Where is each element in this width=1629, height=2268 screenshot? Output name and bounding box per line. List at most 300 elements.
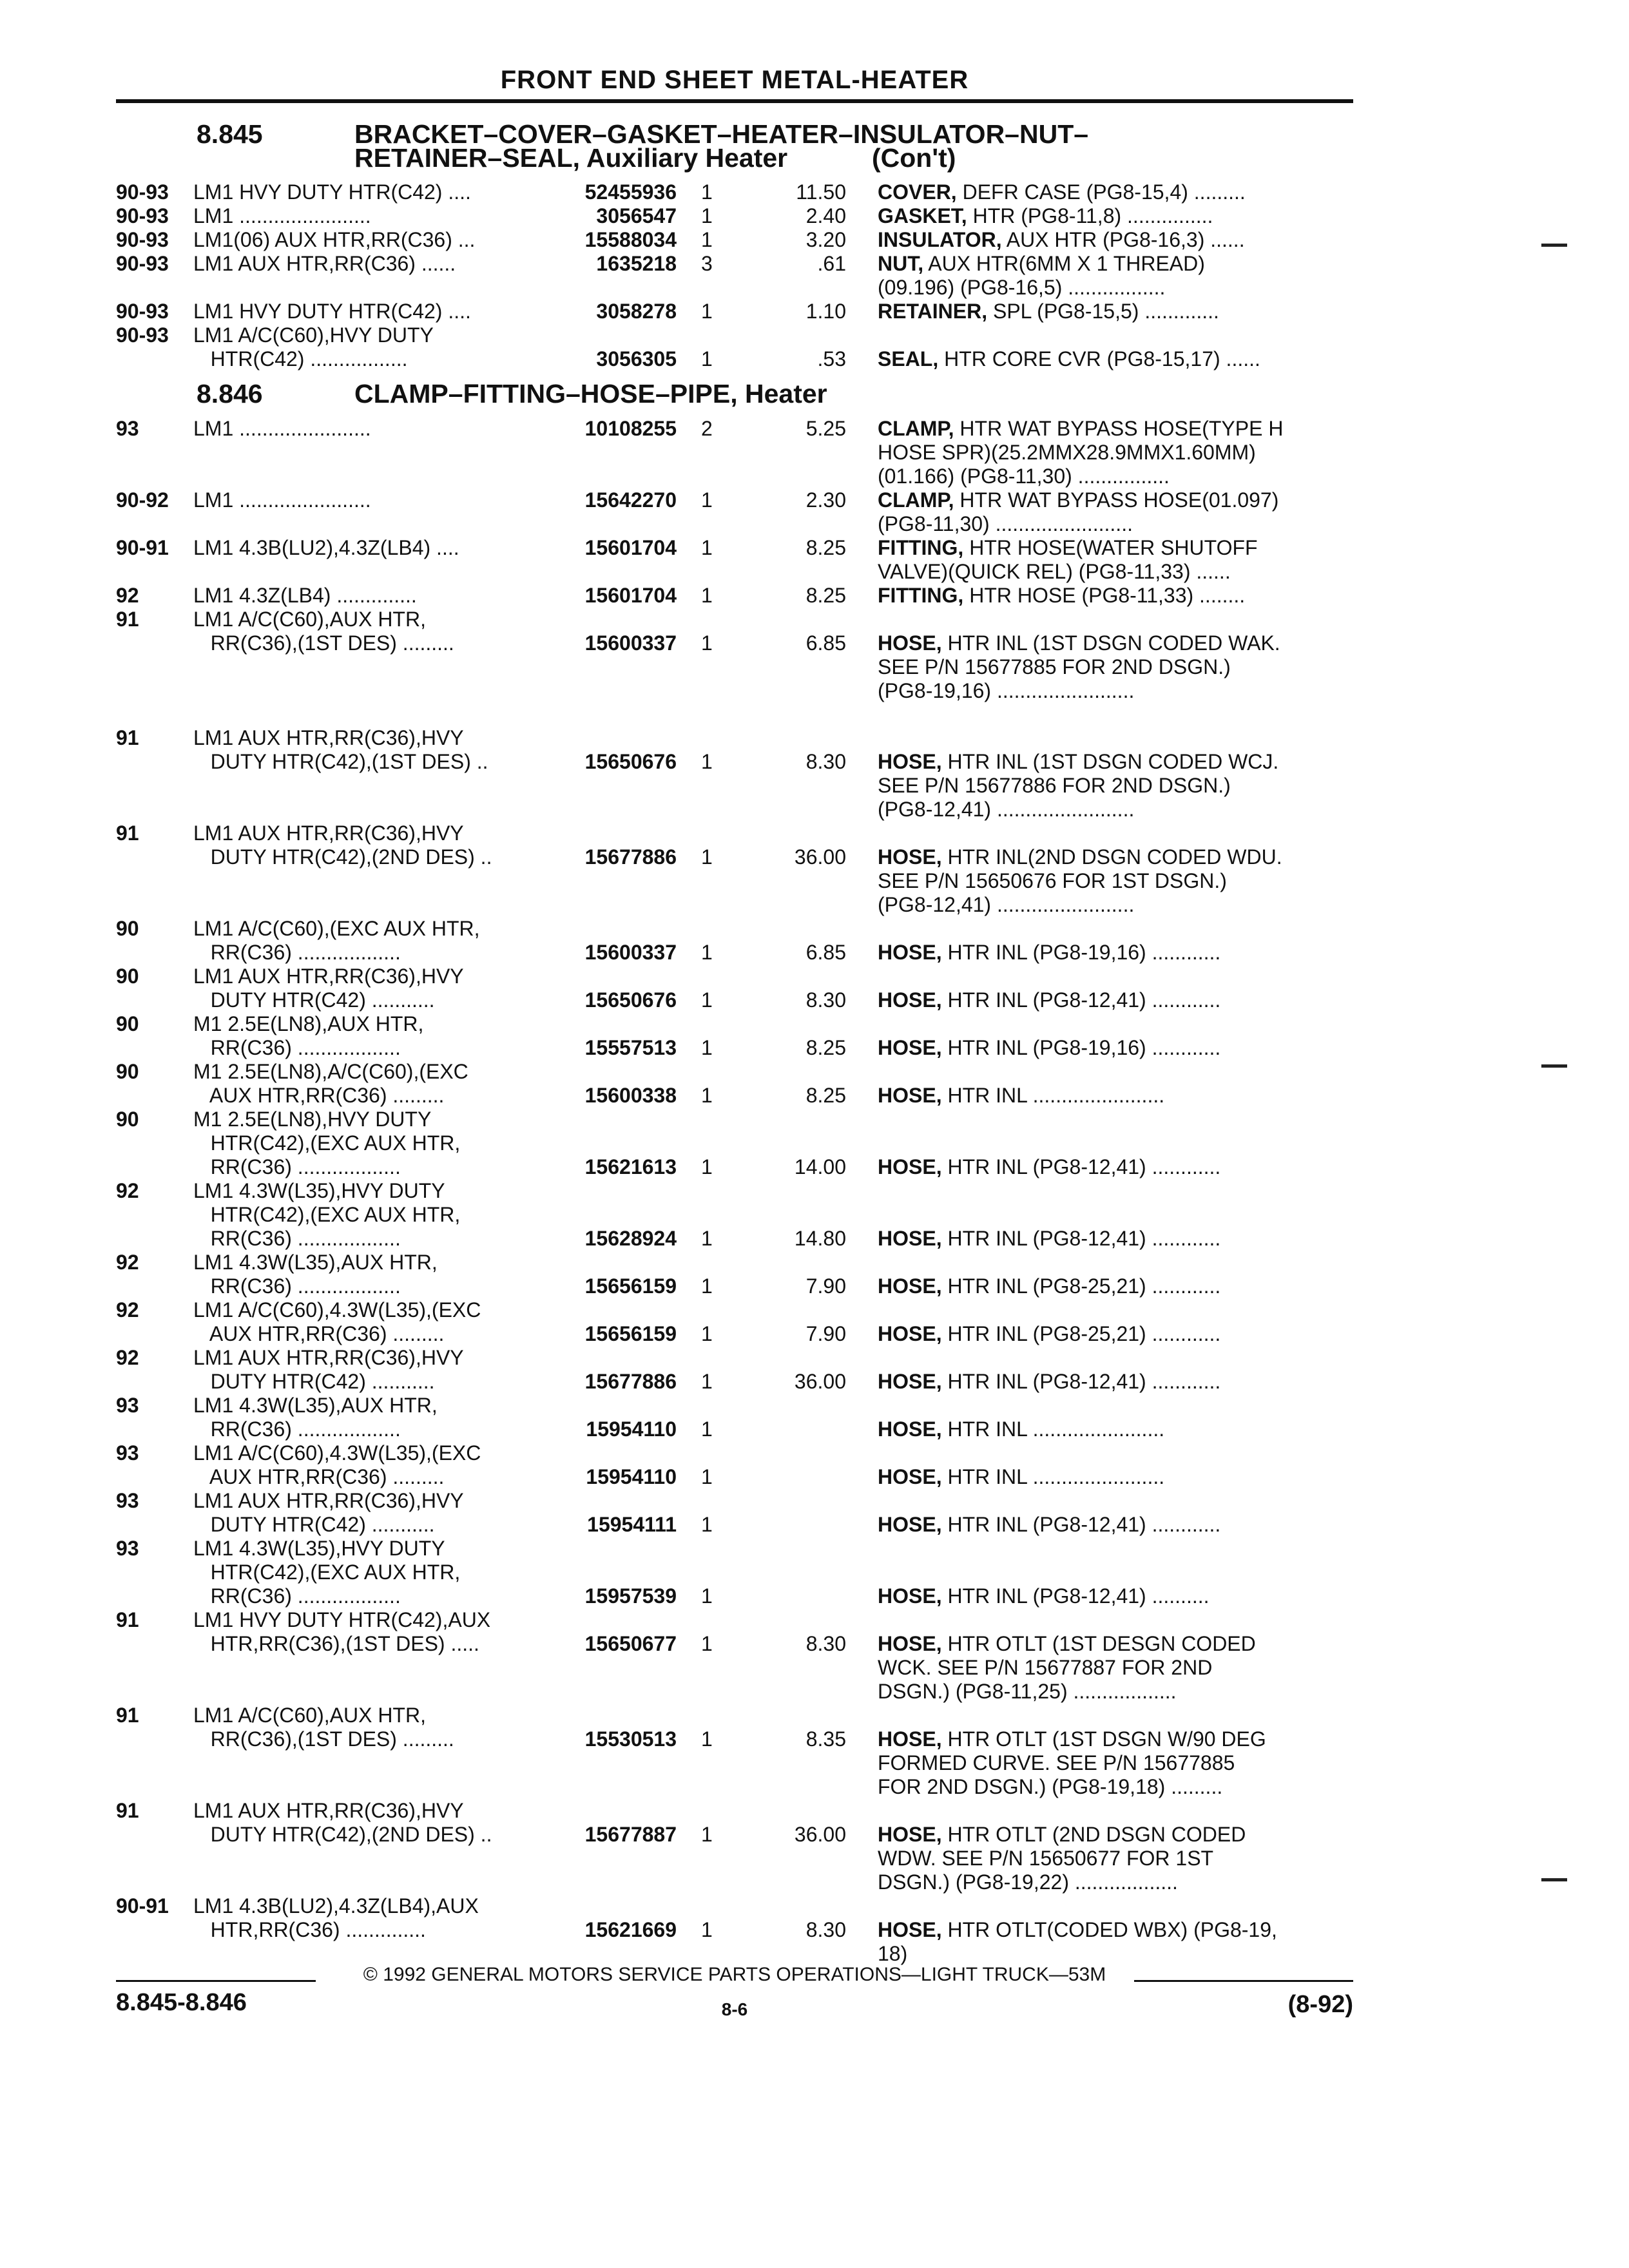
part-name-detail: HTR INL (PG8-19,16) ............: [941, 1036, 1221, 1059]
model-years: 91: [116, 1799, 139, 1822]
part-name-detail: DSGN.) (PG8-19,22) ..................: [878, 1870, 1178, 1894]
model-years: 92: [116, 1298, 139, 1321]
model-years: 92: [116, 1346, 139, 1369]
part-name-detail: FORMED CURVE. SEE P/N 15677885: [878, 1751, 1235, 1774]
part-name-detail: HTR INL (PG8-12,41) ............: [941, 1513, 1221, 1536]
part-name-detail: AUX HTR(6MM X 1 THREAD): [923, 252, 1205, 275]
part-number: 15600337: [584, 631, 677, 655]
model-years: 93: [116, 1489, 139, 1512]
usage-description: DUTY HTR(C42) ...........: [193, 988, 435, 1012]
model-years: 90-91: [116, 536, 169, 559]
usage-description: HTR,RR(C36) ..............: [193, 1918, 426, 1941]
part-name-detail: HTR HOSE (PG8-11,33) ........: [963, 584, 1246, 607]
part-name-detail: HTR INL (PG8-12,41) ............: [941, 1370, 1221, 1393]
model-years: 92: [116, 1179, 139, 1202]
part-name: [878, 488, 1278, 512]
part-name-detail: 18): [878, 1942, 908, 1965]
part-number: 52455936: [584, 180, 677, 204]
usage-description: LM1 .......................: [193, 488, 371, 512]
model-years: 93: [116, 417, 139, 440]
quantity: 1: [701, 1823, 713, 1846]
part-name: [878, 631, 1280, 655]
part-name-bold: HOSE,: [878, 1155, 942, 1178]
part-name-detail: SEE P/N 15677886 FOR 2ND DSGN.): [878, 774, 1231, 797]
model-years: 90-93: [116, 204, 169, 227]
part-name: [878, 347, 1260, 371]
part-name-detail: (PG8-12,41) ........................: [878, 893, 1135, 916]
usage-description: HTR(C42),(EXC AUX HTR,: [193, 1131, 461, 1155]
part-name-bold: HOSE,: [878, 1227, 942, 1250]
quantity: 1: [701, 1727, 713, 1751]
part-name-detail: HTR OTLT (1ST DESGN CODED: [941, 1632, 1256, 1655]
usage-description: LM1 A/C(C60),(EXC AUX HTR,: [193, 917, 480, 940]
part-name: [878, 845, 1282, 869]
quantity: 1: [701, 1322, 713, 1345]
usage-description: DUTY HTR(C42) ...........: [193, 1513, 435, 1536]
part-name: [878, 536, 1258, 560]
model-years: 90-93: [116, 228, 169, 251]
section-title-line1: CLAMP–FITTING–HOSE–PIPE, Heater: [354, 379, 827, 408]
model-years: 90-92: [116, 488, 169, 512]
part-name-bold: HOSE,: [878, 1632, 942, 1655]
price: 8.25: [805, 584, 846, 607]
quantity: 1: [701, 1370, 713, 1393]
part-name-bold: HOSE,: [878, 1036, 942, 1059]
usage-description: HTR,RR(C36),(1ST DES) .....: [193, 1632, 479, 1655]
part-name-detail: HTR INL(2ND DSGN CODED WDU.: [941, 845, 1282, 869]
usage-description: LM1 4.3Z(LB4) ..............: [193, 584, 417, 607]
part-name: [878, 1680, 1177, 1704]
usage-description: LM1 4.3W(L35),AUX HTR,: [193, 1251, 438, 1274]
page-footer: [116, 1962, 1353, 2052]
part-number: 15650677: [584, 1632, 677, 1655]
section-number: 8.845: [197, 119, 263, 149]
quantity: 1: [701, 536, 713, 559]
section-title-line1: BRACKET–COVER–GASKET–HEATER–INSULATOR–NUT–: [354, 119, 1089, 149]
quantity: 1: [701, 1918, 713, 1941]
usage-description: LM1 4.3B(LU2),4.3Z(LB4) ....: [193, 536, 459, 559]
part-name-detail: HOSE SPR)(25.2MMX28.9MMX1.60MM): [878, 441, 1256, 464]
model-years: 90: [116, 1012, 139, 1035]
usage-description: LM1 .......................: [193, 417, 371, 440]
part-name-detail: HTR INL (PG8-12,41) ..........: [941, 1584, 1210, 1608]
part-name: [878, 750, 1278, 774]
usage-description: DUTY HTR(C42),(2ND DES) ..: [193, 845, 492, 869]
part-name-detail: WDW. SEE P/N 15650677 FOR 1ST: [878, 1847, 1214, 1870]
price: 14.00: [794, 1155, 846, 1178]
part-number: 10108255: [584, 417, 677, 440]
part-name-detail: HTR CORE CVR (PG8-15,17) ......: [938, 347, 1260, 370]
part-name: [878, 1775, 1222, 1799]
part-number: 15954110: [586, 1465, 677, 1488]
part-number: 15650676: [584, 988, 677, 1012]
quantity: 1: [701, 631, 713, 655]
quantity: 1: [701, 845, 713, 869]
part-name-detail: (PG8-19,16) ........................: [878, 679, 1135, 702]
part-name-detail: HTR OTLT (1ST DSGN W/90 DEG: [941, 1727, 1266, 1751]
part-name-detail: HTR HOSE(WATER SHUTOFF: [963, 536, 1258, 559]
part-name-bold: HOSE,: [878, 1584, 942, 1608]
usage-description: AUX HTR,RR(C36) .........: [193, 1465, 445, 1488]
model-years: 91: [116, 726, 139, 749]
quantity: 1: [701, 1418, 713, 1441]
part-name-detail: HTR OTLT (2ND DSGN CODED: [941, 1823, 1246, 1846]
part-name: [878, 441, 1256, 465]
price: 8.35: [805, 1727, 846, 1751]
part-number: 15642270: [584, 488, 677, 512]
part-name-bold: HOSE,: [878, 631, 942, 655]
price: 5.25: [805, 417, 846, 440]
footer-copyright: © 1992 GENERAL MOTORS SERVICE PARTS OPERATIONS—LIGHT TRUCK—53M: [363, 1964, 1106, 1985]
margin-tick-mark: [1541, 244, 1567, 247]
part-name: [878, 1465, 1164, 1489]
part-number: 15677886: [584, 845, 677, 869]
part-number: 15957539: [584, 1584, 677, 1608]
part-name-detail: HTR OTLT(CODED WBX) (PG8-19,: [941, 1918, 1277, 1941]
model-years: 91: [116, 822, 139, 845]
model-years: 91: [116, 1704, 139, 1727]
part-name: [878, 1084, 1164, 1108]
price: 6.85: [805, 631, 846, 655]
part-name: [878, 798, 1134, 822]
price: 8.25: [805, 1036, 846, 1059]
part-name-detail: SEE P/N 15677885 FOR 2ND DSGN.): [878, 655, 1231, 678]
price: 8.25: [805, 536, 846, 559]
footer-date-code: (8-92): [1287, 1991, 1353, 2018]
quantity: 1: [701, 1513, 713, 1536]
part-name: [878, 1870, 1178, 1894]
model-years: 90-93: [116, 252, 169, 275]
part-name-detail: HTR INL .......................: [941, 1418, 1165, 1441]
usage-description: M1 2.5E(LN8),A/C(C60),(EXC: [193, 1060, 468, 1083]
part-name-detail: HTR (PG8-11,8) ...............: [967, 204, 1213, 227]
part-name: [878, 941, 1220, 965]
part-name-bold: HOSE,: [878, 988, 942, 1012]
usage-description: LM1 4.3W(L35),AUX HTR,: [193, 1394, 438, 1417]
usage-description: AUX HTR,RR(C36) .........: [193, 1322, 445, 1345]
usage-description: HTR(C42),(EXC AUX HTR,: [193, 1203, 461, 1226]
quantity: 1: [701, 204, 713, 227]
model-years: 90-93: [116, 180, 169, 204]
part-name: [878, 1656, 1212, 1680]
model-years: 92: [116, 584, 139, 607]
price: 14.80: [794, 1227, 846, 1250]
part-name: [878, 774, 1231, 798]
margin-tick-mark: [1541, 1064, 1567, 1068]
model-years: 90-93: [116, 323, 169, 347]
part-name-bold: FITTING,: [878, 584, 964, 607]
part-number: 15677887: [584, 1823, 677, 1846]
part-name: [878, 893, 1134, 917]
margin-tick-mark: [1541, 1878, 1567, 1881]
usage-description: LM1 4.3B(LU2),4.3Z(LB4),AUX: [193, 1894, 479, 1917]
part-name: [878, 1632, 1256, 1656]
price: 1.10: [805, 300, 846, 323]
part-name-bold: HOSE,: [878, 1823, 942, 1846]
quantity: 1: [701, 1584, 713, 1608]
usage-description: LM1 AUX HTR,RR(C36),HVY: [193, 822, 464, 845]
quantity: 1: [701, 941, 713, 964]
usage-description: LM1 AUX HTR,RR(C36) ......: [193, 252, 456, 275]
usage-description: LM1(06) AUX HTR,RR(C36) ...: [193, 228, 476, 251]
part-name-detail: (09.196) (PG8-16,5) .................: [878, 276, 1166, 299]
part-name-detail: HTR WAT BYPASS HOSE(01.097): [954, 488, 1279, 512]
part-number: 15677886: [584, 1370, 677, 1393]
price: 36.00: [794, 1823, 846, 1846]
part-number: 15656159: [584, 1274, 677, 1298]
part-number: 15530513: [584, 1727, 677, 1751]
part-name-detail: AUX HTR (PG8-16,3) ......: [1001, 228, 1245, 251]
part-name-detail: HTR INL (PG8-25,21) ............: [941, 1322, 1221, 1345]
part-name-detail: SEE P/N 15650676 FOR 1ST DSGN.): [878, 869, 1227, 892]
quantity: 1: [701, 1632, 713, 1655]
usage-description: LM1 A/C(C60),HVY DUTY: [193, 323, 434, 347]
price: 2.30: [805, 488, 846, 512]
usage-description: HTR(C42),(EXC AUX HTR,: [193, 1561, 461, 1584]
page-title: FRONT END SHEET METAL-HEATER: [500, 66, 969, 94]
part-number: 1635218: [596, 252, 677, 275]
section-continued-label: (Con't): [872, 143, 956, 173]
part-name: [878, 1155, 1220, 1179]
quantity: 1: [701, 300, 713, 323]
part-name-detail: DEFR CASE (PG8-15,4) .........: [956, 180, 1246, 204]
part-name: [878, 584, 1245, 608]
part-name: [878, 276, 1165, 300]
section-number: 8.846: [197, 379, 263, 408]
quantity: 3: [701, 252, 713, 275]
part-name: [878, 512, 1133, 536]
model-years: 90: [116, 1060, 139, 1083]
price: 36.00: [794, 1370, 846, 1393]
usage-description: DUTY HTR(C42),(1ST DES) ..: [193, 750, 488, 773]
part-name: [878, 300, 1219, 323]
part-name: [878, 1513, 1220, 1537]
quantity: 1: [701, 180, 713, 204]
usage-description: M1 2.5E(LN8),HVY DUTY: [193, 1108, 432, 1131]
part-name: [878, 204, 1213, 228]
model-years: 92: [116, 1251, 139, 1274]
part-number: 3056547: [596, 204, 677, 227]
usage-description: LM1 AUX HTR,RR(C36),HVY: [193, 1489, 464, 1512]
part-name-bold: HOSE,: [878, 750, 942, 773]
part-name-bold: SEAL,: [878, 347, 939, 370]
price: 7.90: [805, 1322, 846, 1345]
part-number: 15601704: [584, 584, 677, 607]
part-name: [878, 1751, 1235, 1775]
part-name: [878, 1274, 1220, 1298]
usage-description: RR(C36) ..................: [193, 1227, 401, 1250]
part-name: [878, 180, 1246, 204]
part-name: [878, 1823, 1246, 1847]
part-name-detail: HTR INL (PG8-12,41) ............: [941, 1227, 1221, 1250]
part-name-detail: DSGN.) (PG8-11,25) ..................: [878, 1680, 1177, 1703]
part-name-detail: FOR 2ND DSGN.) (PG8-19,18) .........: [878, 1775, 1223, 1798]
part-number: 3058278: [596, 300, 677, 323]
part-name: [878, 1584, 1210, 1608]
part-name-detail: (PG8-11,30) ........................: [878, 512, 1133, 535]
quantity: 2: [701, 417, 713, 440]
part-name-detail: WCK. SEE P/N 15677887 FOR 2ND: [878, 1656, 1213, 1679]
part-number: 15621669: [584, 1918, 677, 1941]
part-name-detail: SPL (PG8-15,5) .............: [987, 300, 1219, 323]
part-number: 15650676: [584, 750, 677, 773]
usage-description: DUTY HTR(C42) ...........: [193, 1370, 435, 1393]
part-name-detail: VALVE)(QUICK REL) (PG8-11,33) ......: [878, 560, 1231, 583]
part-name: [878, 869, 1227, 893]
part-name-bold: CLAMP,: [878, 488, 954, 512]
quantity: 1: [701, 750, 713, 773]
part-name-detail: HTR INL .......................: [941, 1465, 1165, 1488]
usage-description: AUX HTR,RR(C36) .........: [193, 1084, 445, 1107]
model-years: 90-91: [116, 1894, 169, 1917]
quantity: 1: [701, 228, 713, 251]
model-years: 90: [116, 1108, 139, 1131]
price: 8.30: [805, 1632, 846, 1655]
usage-description: RR(C36) ..................: [193, 1584, 401, 1608]
part-number: 15557513: [584, 1036, 677, 1059]
usage-description: LM1 .......................: [193, 204, 371, 227]
price: 8.30: [805, 750, 846, 773]
part-number: 15601704: [584, 536, 677, 559]
part-name-bold: HOSE,: [878, 941, 942, 964]
part-name-bold: FITTING,: [878, 536, 964, 559]
quantity: 1: [701, 1274, 713, 1298]
model-years: 90: [116, 917, 139, 940]
usage-description: LM1 A/C(C60),AUX HTR,: [193, 1704, 426, 1727]
usage-description: LM1 4.3W(L35),HVY DUTY: [193, 1537, 445, 1560]
usage-description: LM1 HVY DUTY HTR(C42) ....: [193, 180, 471, 204]
part-name-detail: (01.166) (PG8-11,30) ................: [878, 465, 1170, 488]
footer-page-number: 8-6: [721, 1999, 748, 2019]
part-name-bold: COVER,: [878, 180, 957, 204]
part-number: 15954110: [586, 1418, 677, 1441]
part-number: 15588034: [584, 228, 677, 251]
part-name: [878, 560, 1231, 584]
part-name: [878, 1918, 1277, 1942]
part-name: [878, 1036, 1220, 1060]
quantity: 1: [701, 1084, 713, 1107]
part-name: [878, 1322, 1220, 1346]
part-name: [878, 679, 1134, 703]
price: 8.25: [805, 1084, 846, 1107]
part-name-detail: (PG8-12,41) ........................: [878, 798, 1135, 821]
usage-description: RR(C36) ..................: [193, 941, 401, 964]
part-name-bold: HOSE,: [878, 1322, 942, 1345]
usage-description: RR(C36),(1ST DES) .........: [193, 1727, 454, 1751]
part-name-bold: HOSE,: [878, 1274, 942, 1298]
usage-description: LM1 AUX HTR,RR(C36),HVY: [193, 726, 464, 749]
price: 3.20: [805, 228, 846, 251]
part-name-bold: RETAINER,: [878, 300, 988, 323]
price: 7.90: [805, 1274, 846, 1298]
part-name: [878, 417, 1283, 441]
model-years: 91: [116, 1608, 139, 1631]
price: 8.30: [805, 1918, 846, 1941]
usage-description: RR(C36),(1ST DES) .........: [193, 631, 454, 655]
price: 6.85: [805, 941, 846, 964]
part-name-detail: HTR INL (PG8-12,41) ............: [941, 1155, 1221, 1178]
price: .53: [817, 347, 846, 370]
part-name: [878, 1418, 1164, 1441]
part-name-detail: HTR INL (PG8-19,16) ............: [941, 941, 1221, 964]
part-number: 15600337: [584, 941, 677, 964]
usage-description: LM1 A/C(C60),4.3W(L35),(EXC: [193, 1441, 481, 1465]
price: 11.50: [796, 180, 846, 204]
usage-description: RR(C36) ..................: [193, 1036, 401, 1059]
part-number: 15954111: [587, 1513, 677, 1536]
part-name-detail: HTR WAT BYPASS HOSE(TYPE H: [954, 417, 1284, 440]
part-number: 15628924: [584, 1227, 677, 1250]
part-number: 15621613: [584, 1155, 677, 1178]
part-name: [878, 1727, 1266, 1751]
part-name-bold: HOSE,: [878, 1727, 942, 1751]
part-name: [878, 1847, 1213, 1870]
part-name-bold: HOSE,: [878, 1418, 942, 1441]
part-name: [878, 1370, 1220, 1394]
part-name-detail: HTR INL (1ST DSGN CODED WAK.: [941, 631, 1280, 655]
usage-description: DUTY HTR(C42),(2ND DES) ..: [193, 1823, 492, 1846]
quantity: 1: [701, 488, 713, 512]
quantity: 1: [701, 584, 713, 607]
model-years: 90: [116, 965, 139, 988]
usage-description: RR(C36) ..................: [193, 1418, 401, 1441]
part-name-bold: HOSE,: [878, 1370, 942, 1393]
section-title-line2: RETAINER–SEAL, Auxiliary Heater: [354, 143, 788, 173]
model-years: 93: [116, 1441, 139, 1465]
part-number: 15600338: [584, 1084, 677, 1107]
price: 36.00: [794, 845, 846, 869]
part-number: 3056305: [596, 347, 677, 370]
part-name-detail: HTR INL .......................: [941, 1084, 1165, 1107]
part-name-bold: HOSE,: [878, 845, 942, 869]
model-years: 90-93: [116, 300, 169, 323]
quantity: 1: [701, 1465, 713, 1488]
footer-section-range: 8.845-8.846: [116, 1989, 247, 2016]
usage-description: LM1 A/C(C60),AUX HTR,: [193, 608, 426, 631]
part-name-bold: GASKET,: [878, 204, 967, 227]
part-name-bold: HOSE,: [878, 1918, 942, 1941]
part-name: [878, 465, 1170, 488]
usage-description: LM1 HVY DUTY HTR(C42),AUX: [193, 1608, 491, 1631]
quantity: 1: [701, 1155, 713, 1178]
part-name-bold: NUT,: [878, 252, 924, 275]
model-years: 91: [116, 608, 139, 631]
usage-description: M1 2.5E(LN8),AUX HTR,: [193, 1012, 424, 1035]
part-name-bold: HOSE,: [878, 1465, 942, 1488]
price: 8.30: [805, 988, 846, 1012]
part-name: [878, 655, 1231, 679]
part-name: [878, 252, 1205, 276]
usage-description: LM1 AUX HTR,RR(C36),HVY: [193, 1346, 464, 1369]
usage-description: HTR(C42) .................: [193, 347, 408, 370]
quantity: 1: [701, 988, 713, 1012]
model-years: 93: [116, 1537, 139, 1560]
part-name-bold: HOSE,: [878, 1513, 942, 1536]
model-years: 93: [116, 1394, 139, 1417]
part-name-bold: HOSE,: [878, 1084, 942, 1107]
part-number: 15656159: [584, 1322, 677, 1345]
part-name: [878, 1227, 1220, 1251]
part-name-detail: HTR INL (PG8-12,41) ............: [941, 988, 1221, 1012]
usage-description: RR(C36) ..................: [193, 1274, 401, 1298]
part-name-bold: CLAMP,: [878, 417, 954, 440]
usage-description: LM1 HVY DUTY HTR(C42) ....: [193, 300, 471, 323]
price: 2.40: [805, 204, 846, 227]
part-name-detail: HTR INL (PG8-25,21) ............: [941, 1274, 1221, 1298]
usage-description: RR(C36) ..................: [193, 1155, 401, 1178]
quantity: 1: [701, 1227, 713, 1250]
price: .61: [817, 252, 846, 275]
